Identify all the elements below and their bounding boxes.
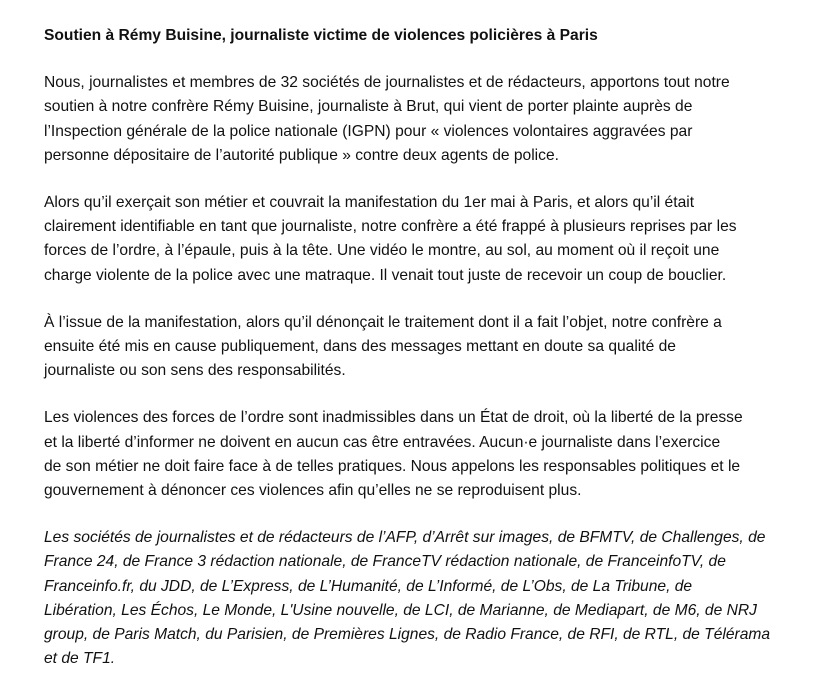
signatories-list: Les sociétés de journalistes et de rédacteurs de l’AFP, d’Arrêt sur images, de BFMTV, de Challenges, de France 24, de France 3 rédaction nationale, de FranceTV rédaction nationale, de FranceinfoTV, de Franceinfo.fr, du JDD, de L’Express, de L’Humanité, de L’Informé, de L’Obs, de La Tribune, de Libération, Les Échos, Le Monde, L'Usine nouvelle, de LCI, de Marianne, de Mediapart, de M6, de NRJ group, de Paris Match, du Parisien, de Premières Lignes, de Radio France, de RFI, de RTL, de Télérama et de TF1. [44,529,771,668]
document-body [44,24,816,671]
paragraph-call-to-action: Les violences des forces de l’ordre sont inadmissibles dans un État de droit, où la liberté de la presse et la liberté d’informer ne doivent en aucun cas être entravées. Aucun·e journaliste dans l’exercice de son métier ne doit faire face à de telles pratiques. Nous appelons les responsables politiques et le gouvernement à dénoncer ces violences afin qu’elles ne se reproduisent plus. [44,409,743,500]
paragraph-incident: Alors qu’il exerçait son métier et couvrait la manifestation du 1er mai à Paris, et alors qu’il était clairement identifiable en tant que journaliste, notre confrère a été frappé à plusieurs reprises par les forces de l’ordre, à l’épaule, puis à la tête. Une vidéo le montre, au sol, au moment où il reçoit une charge violente de la police avec une matraque. Il venait tout juste de recevoir un coup de bouclier. [44,194,737,284]
paragraph-support: Nous, journalistes et membres de 32 sociétés de journalistes et de rédacteurs, apportons tout notre soutien à notre confrère Rémy Buisine, journaliste à Brut, qui vient de porter plainte auprès de l’Inspection générale de la police nationale (IGPN) pour « violences volontaires aggravées par personne dépositaire de l’autorité publique » contre deux agents de police. [44,74,730,164]
document-title: Soutien à Rémy Buisine, journaliste victime de violences policières à Paris [44,27,598,44]
paragraph-aftermath: À l’issue de la manifestation, alors qu’il dénonçait le traitement dont il a fait l’objet, notre confrère a ensuite été mis en cause publiquement, dans des messages mettant en doute sa qualité de journaliste ou son sens des responsabilités. [44,313,722,380]
